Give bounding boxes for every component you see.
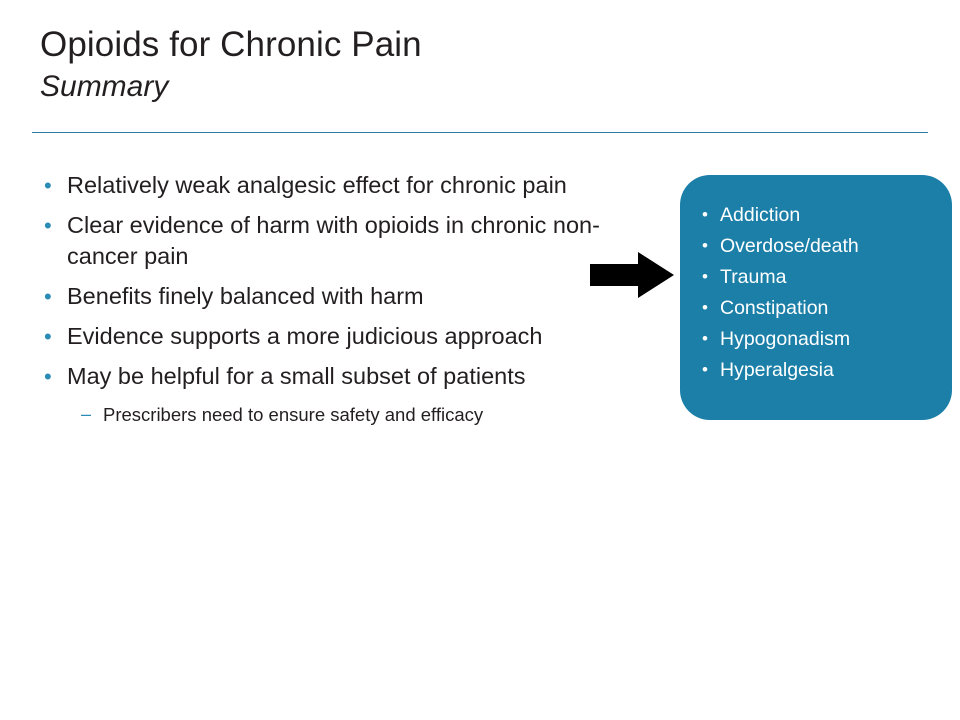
right-arrow-icon — [590, 252, 674, 298]
list-item-text: Relatively weak analgesic effect for chronic pain — [67, 172, 567, 198]
page-subtitle: Summary — [40, 70, 169, 103]
list-item — [44, 210, 664, 272]
slide-title-block — [40, 24, 920, 106]
bullet-list — [44, 170, 664, 428]
title-divider — [32, 132, 928, 133]
list-item — [44, 321, 664, 352]
callout-list-item-text: Overdose/death — [720, 235, 859, 257]
bullet-marker-icon: • — [44, 284, 52, 309]
list-item — [44, 281, 664, 312]
callout-list-item — [702, 325, 934, 353]
list-item — [44, 170, 664, 201]
list-item-text: May be helpful for a small subset of patients — [67, 363, 526, 389]
list-item — [44, 361, 664, 392]
callout-list-item-text: Hypogonadism — [720, 328, 851, 350]
harms-callout-box — [680, 175, 952, 420]
callout-list-item — [702, 232, 934, 260]
list-item-text: Evidence supports a more judicious approach — [67, 323, 543, 349]
sub-list-item — [81, 401, 664, 428]
dash-marker-icon: – — [81, 404, 92, 424]
bullet-marker-icon: • — [44, 173, 52, 198]
bullet-marker-icon: • — [702, 298, 708, 317]
list-item-text: Benefits finely balanced with harm — [67, 283, 424, 309]
bullet-marker-icon: • — [702, 236, 708, 255]
callout-list-item-text: Addiction — [720, 204, 801, 226]
callout-list-item — [702, 356, 934, 384]
bullet-marker-icon: • — [44, 324, 52, 349]
bullet-marker-icon: • — [44, 364, 52, 389]
bullet-marker-icon: • — [702, 267, 708, 286]
bullet-marker-icon: • — [702, 329, 708, 348]
callout-list-item — [702, 294, 934, 322]
callout-list-item-text: Trauma — [720, 266, 787, 288]
page-title: Opioids for Chronic Pain — [40, 25, 422, 64]
list-item-text: Clear evidence of harm with opioids in chronic non-cancer pain — [67, 212, 600, 269]
bullet-marker-icon: • — [702, 360, 708, 379]
bullet-marker-icon: • — [44, 213, 52, 238]
callout-list-item-text: Constipation — [720, 297, 829, 319]
callout-list-item — [702, 201, 934, 229]
sub-list-item-text: Prescribers need to ensure safety and efficacy — [103, 404, 484, 425]
callout-list-item-text: Hyperalgesia — [720, 359, 834, 381]
callout-list-item — [702, 263, 934, 291]
bullet-marker-icon: • — [702, 205, 708, 224]
